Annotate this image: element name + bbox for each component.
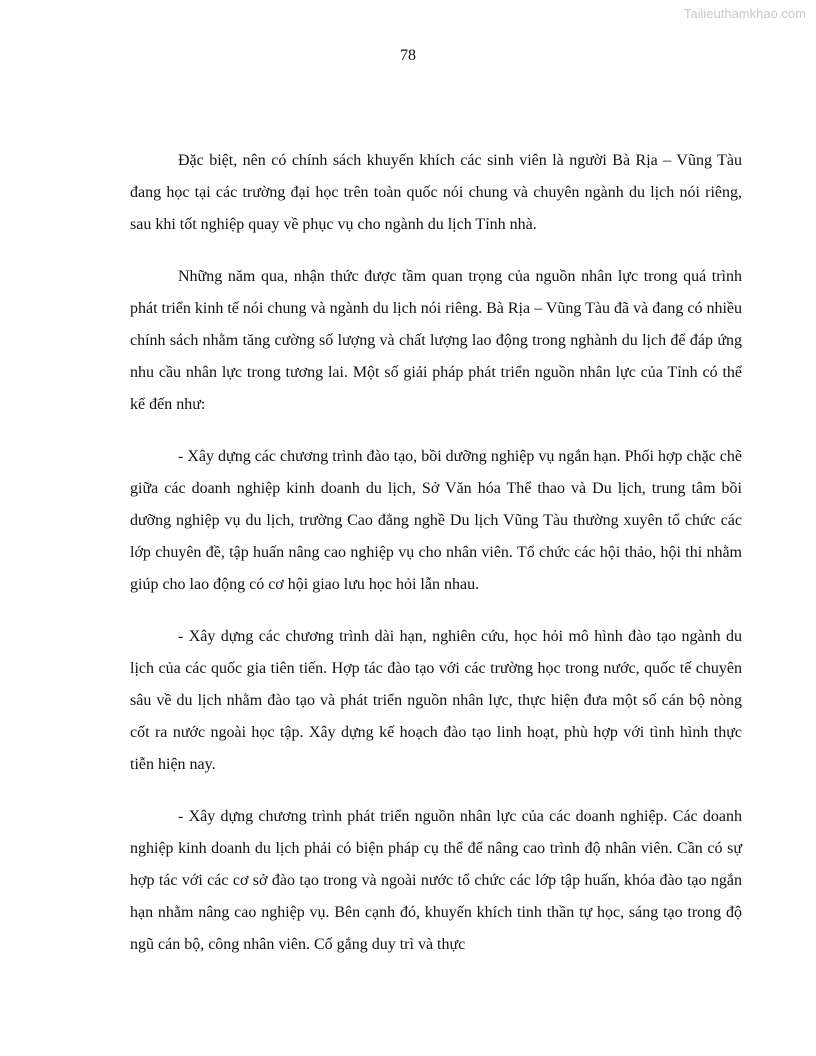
paragraph: - Xây dựng các chương trình dài hạn, nghiên cứu, học hỏi mô hình đào tạo ngành du lịch của các quốc gia tiên tiến. Hợp tác đào tạo với các trường học trong nước, quốc tế chuyên sâu về du lịch nhằm đào tạo và phát triển nguồn nhân lực, thực hiện đưa một số cán bộ nòng cốt ra nước ngoài học tập. Xây dựng kế hoạch đào tạo linh hoạt, phù hợp với tình hình thực tiễn hiện nay. bbox=[130, 628, 742, 773]
body-text bbox=[130, 145, 742, 981]
paragraph: Đặc biệt, nên có chính sách khuyến khích các sinh viên là người Bà Rịa – Vũng Tàu đang học tại các trường đại học trên toàn quốc nói chung và chuyên ngành du lịch nói riêng, sau khi tốt nghiệp quay về phục vụ cho ngành du lịch Tỉnh nhà. bbox=[130, 152, 742, 233]
page-number: 78 bbox=[400, 47, 416, 64]
paragraph: - Xây dựng chương trình phát triển nguồn nhân lực của các doanh nghiệp. Các doanh nghiệp kinh doanh du lịch phải có biện pháp cụ thể để nâng cao trình độ nhân viên. Cần có sự hợp tác với các cơ sở đào tạo trong và ngoài nước tổ chức các lớp tập huấn, khóa đào tạo ngắn hạn nhằm nâng cao nghiệp vụ. Bên cạnh đó, khuyến khích tinh thần tự học, sáng tạo trong độ ngũ cán bộ, công nhân viên. Cố gắng duy trì và thực bbox=[130, 808, 742, 953]
watermark: Tailieuthamkhao.com bbox=[683, 6, 806, 21]
paragraph: - Xây dựng các chương trình đào tạo, bồi dưỡng nghiệp vụ ngắn hạn. Phối hợp chặc chẽ giữa các doanh nghiệp kinh doanh du lịch, Sở Văn hóa Thể thao và Du lịch, trung tâm bồi dưỡng nghiệp vụ du lịch, trường Cao đẳng nghề Du lịch Vũng Tàu thường xuyên tổ chức các lớp chuyên đề, tập huấn nâng cao nghiệp vụ cho nhân viên. Tổ chức các hội thảo, hội thi nhằm giúp cho lao động có cơ hội giao lưu học hỏi lẫn nhau. bbox=[130, 448, 742, 593]
paragraph: Những năm qua, nhận thức được tầm quan trọng của nguồn nhân lực trong quá trình phát triển kinh tế nói chung và ngành du lịch nói riêng. Bà Rịa – Vũng Tàu đã và đang có nhiều chính sách nhằm tăng cường số lượng và chất lượng lao động trong nghành du lịch để đáp ứng nhu cầu nhân lực trong tương lai. Một số giải pháp phát triển nguồn nhân lực của Tỉnh có thể kể đến như: bbox=[130, 268, 742, 413]
